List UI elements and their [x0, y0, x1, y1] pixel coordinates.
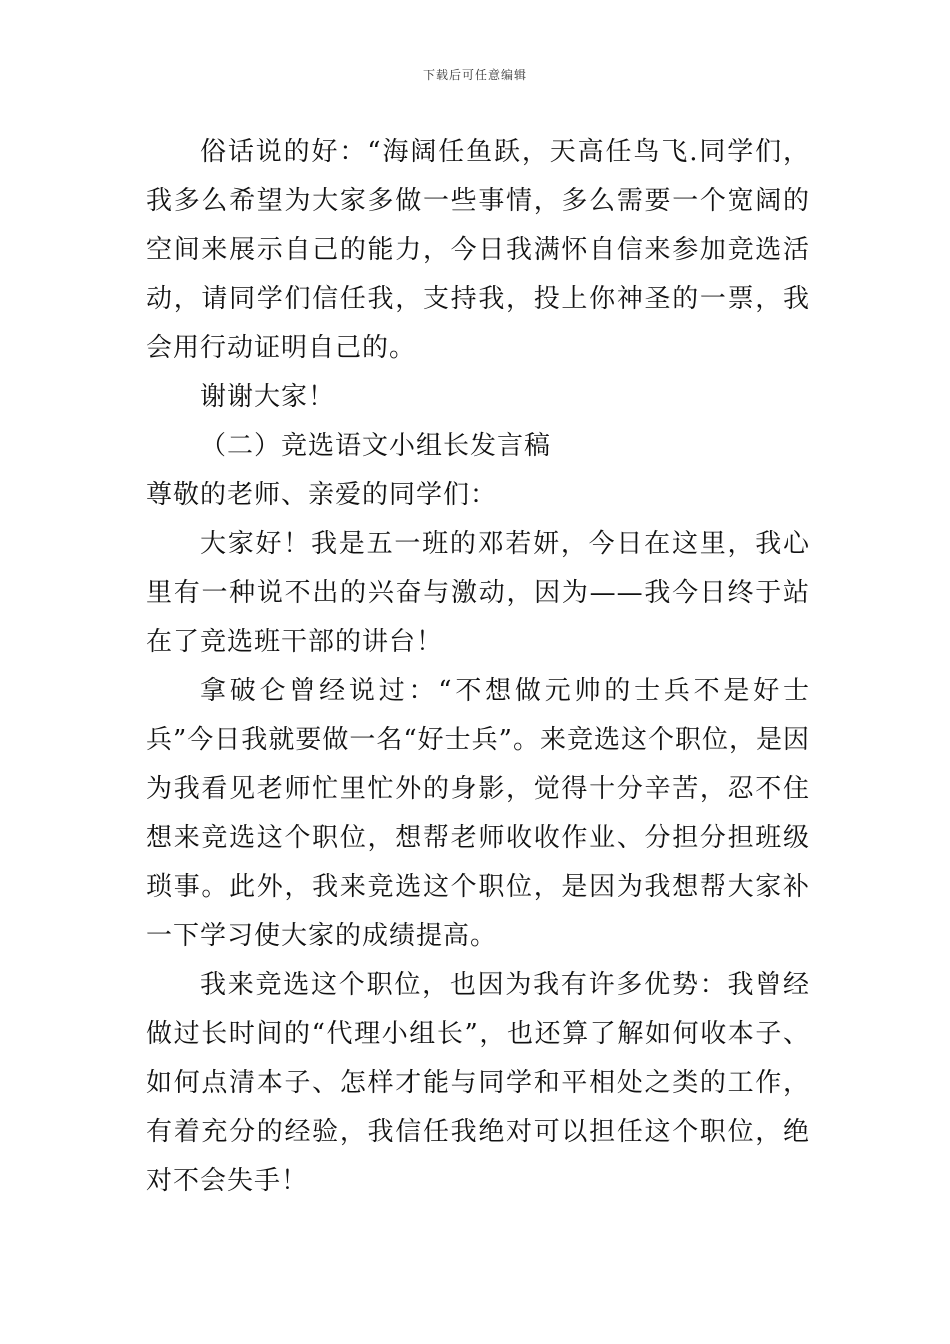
page-header-note: 下载后可任意编辑	[422, 68, 527, 82]
paragraph-introduction: 大家好！我是五一班的邓若妍，今日在这里，我心里有一种说不出的兴奋与激动，因为——我今日终于站在了竞选班干部的讲台！	[146, 529, 810, 657]
paragraph-advantages: 我来竞选这个职位，也因为我有许多优势：我曾经做过长时间的“代理小组长”，也还算了解如何收本子、如何点清本子、怎样才能与同学和平相处之类的工作，有着充分的经验，我信任我绝对可以担任这个职位，绝对不会失手！	[146, 970, 810, 1196]
section-heading: （二）竞选语文小组长发言稿	[200, 431, 552, 461]
paragraph-closing-appeal: 俗话说的好：“海阔任鱼跃，天高任鸟飞.同学们，我多么希望为大家多做一些事情，多么需要一个宽阔的空间来展示自己的能力，今日我满怀自信来参加竞选活动，请同学们信任我，支持我，投上你神圣的一票，我会用行动证明自己的。	[146, 137, 810, 363]
paragraph-motivation: 拿破仑曾经说过：“不想做元帅的士兵不是好士兵”今日我就要做一名“好士兵”。来竞选这个职位，是因为我看见老师忙里忙外的身影，觉得十分辛苦，忍不住想来竞选这个职位，想帮老师收收作业、分担分担班级琐事。此外，我来竞选这个职位，是因为我想帮大家补一下学习使大家的成绩提高。	[146, 676, 810, 951]
salutation: 尊敬的老师、亲爱的同学们：	[146, 480, 498, 510]
paragraph-thanks: 谢谢大家！	[200, 382, 336, 412]
document-body	[146, 128, 810, 1206]
